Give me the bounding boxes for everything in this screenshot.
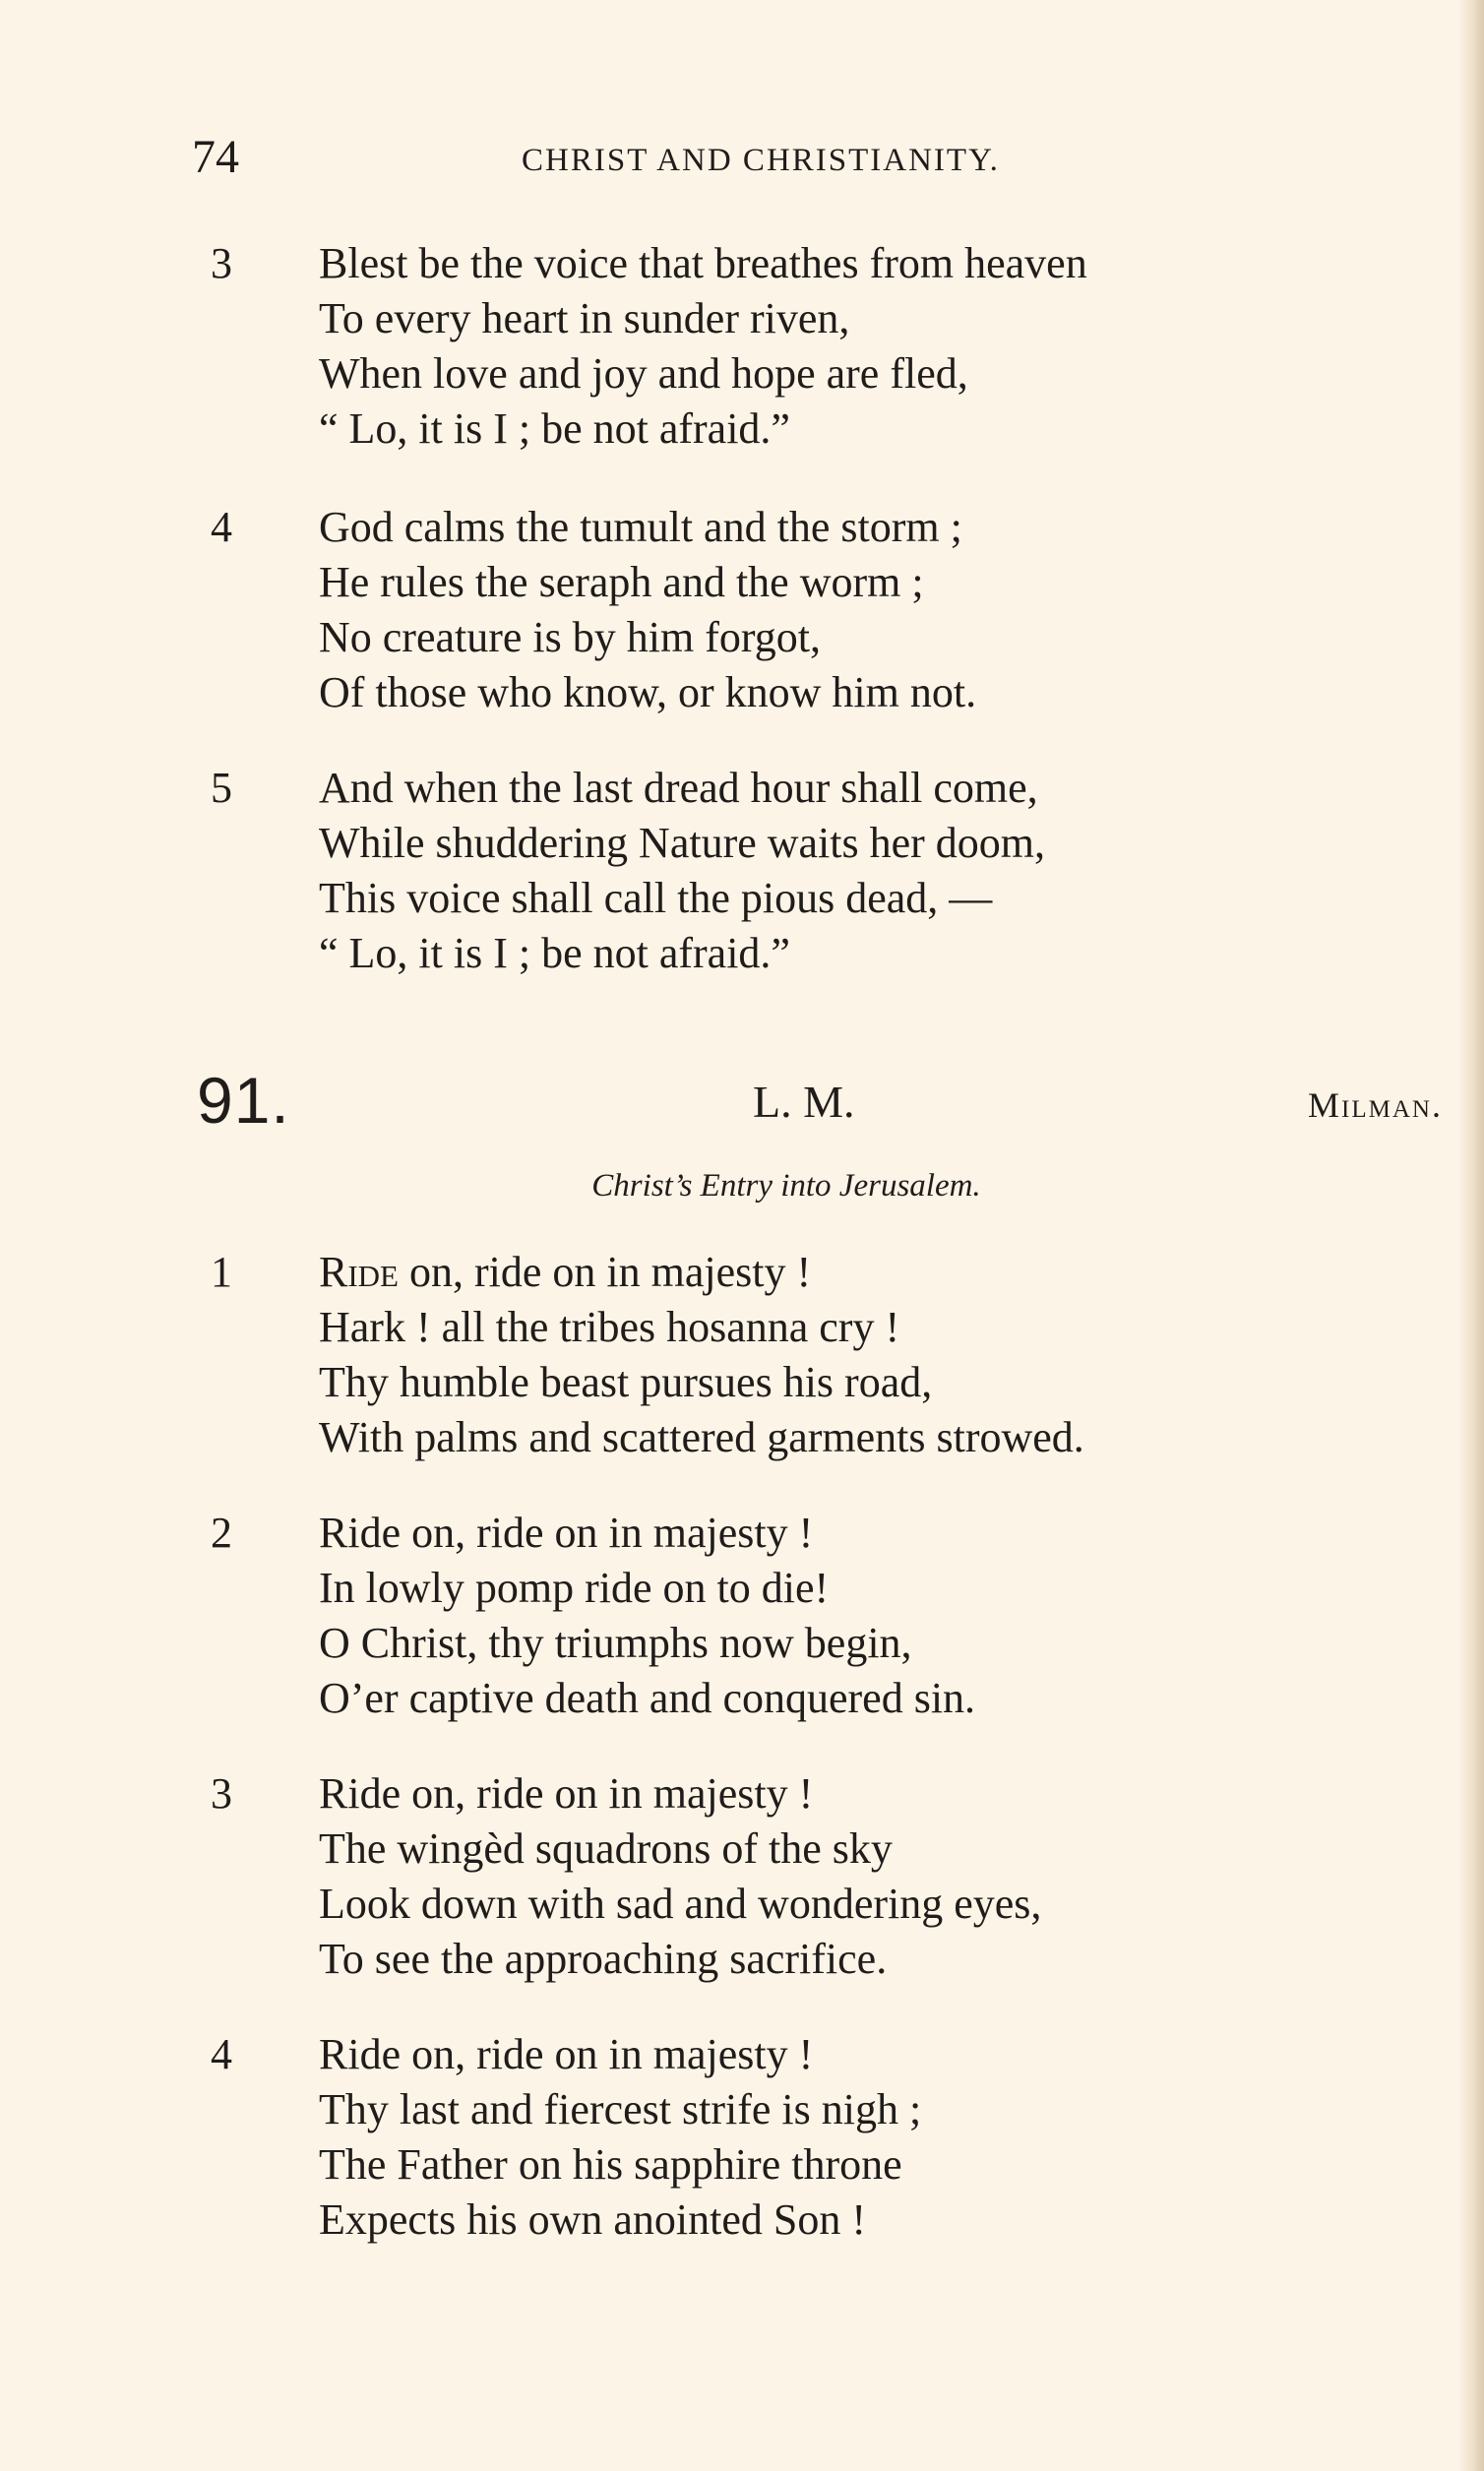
verse-line: Expects his own anointed Son ! — [319, 2195, 867, 2244]
verse-line: “ Lo, it is I ; be not afraid.” — [319, 929, 790, 977]
verse-line — [319, 1245, 1437, 1300]
stanza-number: 4 — [211, 2030, 232, 2078]
verse-line: With palms and scattered garments strowed. — [319, 1413, 1084, 1461]
verse-line: And when the last dread hour shall come, — [319, 764, 1038, 812]
hymn-stanza-2 — [211, 1506, 1437, 1726]
hymn-number: 91. — [197, 1064, 290, 1137]
running-head: CHRIST AND CHRISTIANITY. — [522, 143, 1000, 178]
verse-line: O Christ, thy triumphs now begin, — [319, 1619, 912, 1667]
verse-line: Thy humble beast pursues his road, — [319, 1358, 933, 1406]
verse-line: No creature is by him forgot, — [319, 613, 821, 661]
hymn-title: Christ’s Entry into Jerusalem. — [591, 1168, 981, 1204]
verse-line: In lowly pomp ride on to die! — [319, 1564, 830, 1612]
hymn-heading — [197, 1061, 1466, 1140]
hymn-stanza-4 — [211, 2027, 1437, 2248]
verse-line: O’er captive death and conquered sin. — [319, 1674, 976, 1722]
verse-line: While shuddering Nature waits her doom, — [319, 819, 1046, 867]
verse-line-rest: on, ride on in majesty ! — [409, 1248, 812, 1296]
verse-line: Ride on, ride on in majesty ! — [319, 1769, 814, 1818]
verse-line: God calms the tumult and the storm ; — [319, 503, 962, 551]
verse-line: To see the approaching sacrifice. — [319, 1935, 888, 1983]
verse-line: The Father on his sapphire throne — [319, 2140, 902, 2189]
hymn-meter: L. M. — [753, 1077, 855, 1127]
stanza-number: 2 — [211, 1509, 232, 1557]
hymn-stanza-1 — [211, 1245, 1437, 1465]
page-header — [192, 128, 1137, 187]
prev-stanza-4 — [211, 500, 1437, 720]
stanza-number: 5 — [211, 764, 232, 812]
verse-line: He rules the seraph and the worm ; — [319, 558, 924, 606]
hymn-author: Milman. — [1308, 1085, 1443, 1125]
prev-stanza-5 — [211, 761, 1437, 981]
verse-line: To every heart in sunder riven, — [319, 294, 850, 342]
stanza-number: 3 — [211, 239, 232, 287]
verse-line: Hark ! all the tribes hosanna cry ! — [319, 1303, 900, 1351]
verse-line: Ride on, ride on in majesty ! — [319, 1509, 814, 1557]
verse-line: Blest be the voice that breathes from heaven — [319, 239, 1087, 287]
verse-line: Look down with sad and wondering eyes, — [319, 1880, 1042, 1928]
verse-line: When love and joy and hope are fled, — [319, 349, 968, 398]
verse-line: Ride on, ride on in majesty ! — [319, 2030, 814, 2078]
page-number: 74 — [192, 131, 239, 183]
verse-line: “ Lo, it is I ; be not afraid.” — [319, 404, 790, 453]
page-edge-shadow — [1458, 0, 1484, 2471]
verse-line: The wingèd squadrons of the sky — [319, 1824, 893, 1873]
hymn-stanza-3 — [211, 1766, 1437, 1987]
stanza-number: 4 — [211, 503, 232, 551]
stanza-number: 3 — [211, 1769, 232, 1818]
verse-line: Of those who know, or know him not. — [319, 668, 977, 716]
prev-stanza-3 — [211, 236, 1437, 457]
verse-line: Thy last and fiercest strife is nigh ; — [319, 2085, 922, 2133]
drop-word: Ride — [319, 1248, 399, 1296]
stanza-number: 1 — [211, 1248, 232, 1296]
verse-line: This voice shall call the pious dead, — — [319, 874, 993, 922]
